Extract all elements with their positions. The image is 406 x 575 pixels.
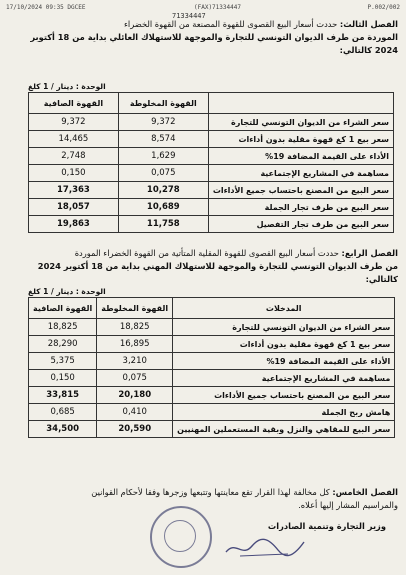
section5-text-line2: والمراسيم المشار إليها أعلاه.	[298, 500, 398, 510]
row-label: سعر الشراء من الديوان التونسي للتجارة	[208, 114, 393, 131]
mixed-coffee-value: 20,590	[97, 421, 173, 438]
fax-page-number: P.002/002	[367, 4, 400, 11]
table-row	[29, 421, 395, 438]
row-label: سعر الشراء من الديوان التونسي للتجارة	[173, 319, 395, 336]
row-label: سعر بيع 1 كغ قهوة مقلية بدون أداءات	[173, 336, 395, 353]
section3-heading: الفصل الثالث:	[339, 19, 398, 29]
mixed-coffee-value: 0,075	[118, 165, 208, 182]
row-label: الأداء على القيمة المضافة 19%	[173, 353, 395, 370]
pure-coffee-value: 17,363	[29, 182, 119, 199]
official-seal	[150, 506, 212, 568]
mixed-coffee-value: 20,180	[97, 387, 173, 404]
table-row	[29, 165, 394, 182]
pure-coffee-value: 34,500	[29, 421, 97, 438]
pure-coffee-value: 0,150	[29, 165, 119, 182]
pure-coffee-value: 19,863	[29, 216, 119, 233]
column-header: القهوة الصافية	[29, 93, 119, 114]
section3-paragraph	[6, 18, 398, 57]
column-header	[208, 93, 393, 114]
table-row	[29, 199, 394, 216]
section3-text-line2: الموردة من طرف الديوان التونسي للتجارة والموجهة للاستهلاك العائلي بداية من 18 أكتوبر	[30, 32, 398, 42]
mixed-coffee-value: 0,410	[97, 404, 173, 421]
table-row	[29, 319, 395, 336]
pure-coffee-value: 2,748	[29, 148, 119, 165]
row-label: سعر البيع من المصنع باحتساب جميع الأداءات	[173, 387, 395, 404]
section3-text-line1: حددت أسعار البيع القصوى للقهوة المصنعة من القهوة الخضراء	[123, 19, 338, 29]
table-header-row	[29, 93, 394, 114]
mixed-coffee-value: 10,278	[118, 182, 208, 199]
table-row	[29, 131, 394, 148]
section4-text-line1: حددت أسعار البيع القصوى للقهوة المقلية المتأتية من القهوة الخضراء الموردة	[74, 248, 339, 258]
row-label: سعر البيع من طرف تجار الجملة	[208, 199, 393, 216]
section5-text-line1: كل مخالفة لهذا القرار تقع معاينتها وتتبعها وزجرها وفقا لأحكام القوانين	[91, 487, 330, 497]
section4-text-line3: كالتالي:	[365, 274, 398, 284]
mixed-coffee-value: 11,758	[118, 216, 208, 233]
column-header: القهوة المخلوطة	[118, 93, 208, 114]
pure-coffee-value: 33,815	[29, 387, 97, 404]
pure-coffee-value: 14,465	[29, 131, 119, 148]
pure-coffee-value: 18,825	[29, 319, 97, 336]
row-label: سعر البيع للمقاهي والنزل وبقية المستعملين المهنيين	[173, 421, 395, 438]
column-header: القهوة المخلوطة	[97, 298, 173, 319]
pure-coffee-value: 0,150	[29, 370, 97, 387]
signature-scribble	[222, 536, 308, 560]
handwritten-signature	[222, 536, 308, 560]
row-label: سعر البيع من المصنع باحتساب جميع الأداءات	[208, 182, 393, 199]
minister-title: وزير التجارة وتنمية الصادرات	[267, 521, 386, 531]
pure-coffee-value: 18,057	[29, 199, 119, 216]
section4-paragraph	[6, 247, 398, 286]
mixed-coffee-value: 0,075	[97, 370, 173, 387]
handwritten-number: 71334447	[172, 12, 206, 20]
mixed-coffee-value: 3,210	[97, 353, 173, 370]
section5-paragraph	[6, 486, 398, 512]
table-row	[29, 370, 395, 387]
section5-heading: الفصل الخامس:	[332, 487, 398, 497]
table-row	[29, 387, 395, 404]
table-row	[29, 114, 394, 131]
fax-date-time: 17/10/2024 09:35 DGCEE	[6, 4, 86, 11]
mixed-coffee-value: 9,372	[118, 114, 208, 131]
table-row	[29, 182, 394, 199]
table-row	[29, 404, 395, 421]
section4-heading: الفصل الرابع:	[341, 248, 398, 258]
column-header: المدخلات	[173, 298, 395, 319]
row-label: سعر البيع من طرف تجار التفصيل	[208, 216, 393, 233]
section4-unit: الوحدة : دينار / 1 كلغ	[28, 287, 106, 296]
column-header: القهوة الصافية	[29, 298, 97, 319]
table-row	[29, 148, 394, 165]
pure-coffee-value: 9,372	[29, 114, 119, 131]
table-row	[29, 353, 395, 370]
fax-number: (FAX)71334447	[194, 4, 241, 11]
section3-text-line3: 2024 كالتالي:	[339, 45, 398, 55]
pure-coffee-value: 28,290	[29, 336, 97, 353]
row-label: مساهمة في المشاريع الإجتماعية	[208, 165, 393, 182]
section4-text-line2: من طرف الديوان التونسي للتجارة والموجهة للاستهلاك المهني بداية من 18 أكتوبر 2024	[37, 261, 398, 271]
mixed-coffee-value: 18,825	[97, 319, 173, 336]
mixed-coffee-value: 10,689	[118, 199, 208, 216]
pure-coffee-value: 5,375	[29, 353, 97, 370]
table-row	[29, 216, 394, 233]
pure-coffee-value: 0,685	[29, 404, 97, 421]
section4-price-table	[28, 297, 395, 438]
mixed-coffee-value: 8,574	[118, 131, 208, 148]
mixed-coffee-value: 16,895	[97, 336, 173, 353]
row-label: هامش ربح الجملة	[173, 404, 395, 421]
row-label: الأداء على القيمة المضافة 19%	[208, 148, 393, 165]
table-header-row	[29, 298, 395, 319]
section3-price-table	[28, 92, 394, 233]
mixed-coffee-value: 1,629	[118, 148, 208, 165]
row-label: مساهمة في المشاريع الإجتماعية	[173, 370, 395, 387]
table-row	[29, 336, 395, 353]
row-label: سعر بيع 1 كغ قهوة مقلية بدون أداءات	[208, 131, 393, 148]
section3-unit: الوحدة : دينار / 1 كلغ	[28, 82, 106, 91]
